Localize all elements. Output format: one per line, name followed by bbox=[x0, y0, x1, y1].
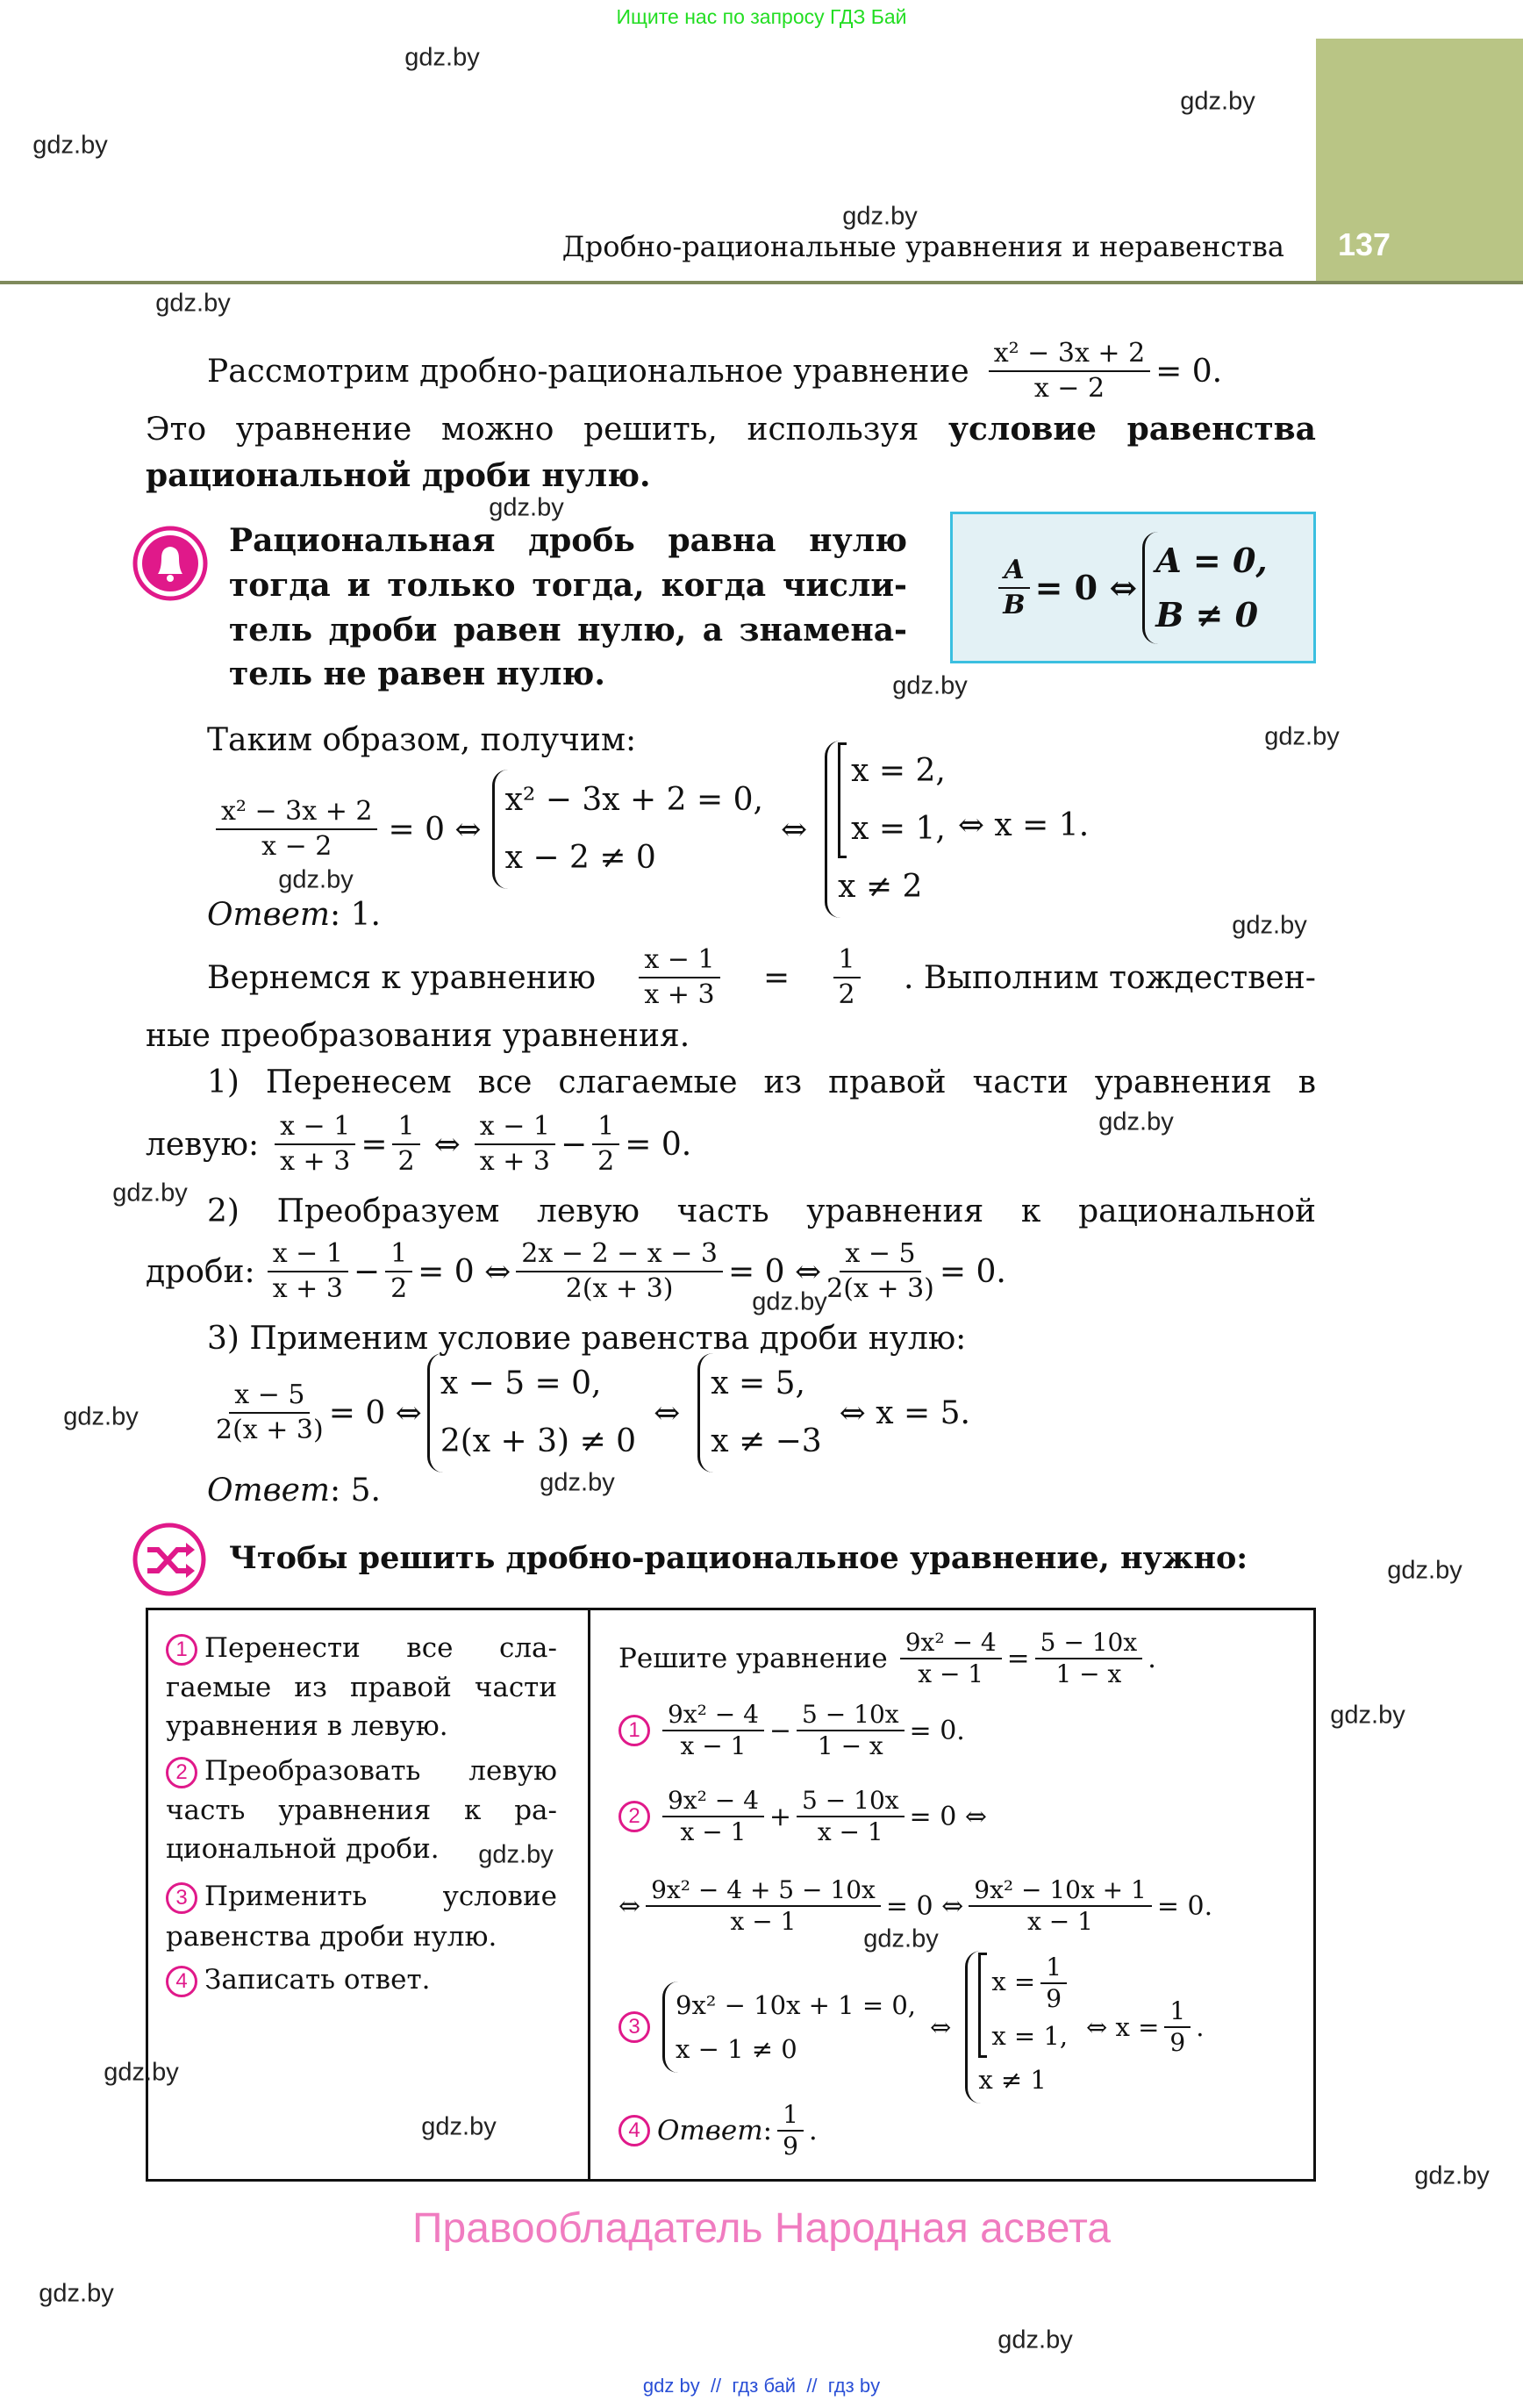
equals: = bbox=[361, 1126, 388, 1163]
numerator: x − 1 bbox=[268, 1237, 348, 1272]
fraction bbox=[1164, 1996, 1191, 2058]
fraction bbox=[662, 1700, 764, 1761]
algo-step bbox=[166, 1877, 557, 1916]
fraction bbox=[385, 1237, 412, 1306]
system bbox=[427, 1353, 636, 1473]
result: ⇔ x = bbox=[1086, 2012, 1160, 2042]
minus: − bbox=[769, 1715, 792, 1746]
denominator: 1 − x bbox=[817, 1731, 883, 1760]
equiv: ⇔ bbox=[654, 1394, 681, 1431]
chapter-title: Дробно-рациональные уравнения и неравенства bbox=[561, 230, 1284, 263]
denominator: x − 1 bbox=[680, 1731, 747, 1760]
plus: + bbox=[769, 1801, 792, 1832]
intro-line-1 bbox=[207, 333, 1222, 409]
equals-zero: = 0. bbox=[1155, 353, 1223, 390]
eq: x² − 3x + 2 = 0, bbox=[504, 782, 763, 818]
watermark[interactable]: gdz.by bbox=[1098, 1107, 1174, 1136]
step-3-math bbox=[211, 1360, 970, 1466]
condition-system bbox=[1142, 532, 1267, 644]
ex2-answer bbox=[207, 1472, 381, 1510]
cond: A = 0, bbox=[1155, 540, 1268, 580]
fraction bbox=[969, 1875, 1152, 1937]
fraction bbox=[1035, 1628, 1143, 1689]
fraction bbox=[475, 1110, 555, 1179]
algorithm-title: Чтобы решить дробно-рациональное уравнение, нужно: bbox=[229, 1540, 1248, 1576]
rule-line: тель не равен нулю. bbox=[229, 656, 605, 692]
watermark[interactable]: gdz.by bbox=[1232, 911, 1307, 940]
numerator: 9x² − 4 bbox=[662, 1700, 764, 1731]
numerator: 1 bbox=[1040, 1953, 1067, 1984]
system bbox=[492, 770, 763, 889]
equiv: = 0 ⇔ bbox=[328, 1394, 422, 1431]
watermark[interactable]: gdz.by bbox=[1387, 1556, 1462, 1585]
watermark[interactable]: gdz.by bbox=[278, 865, 354, 894]
footer-links[interactable]: gdz by // гдз бай // гдз by bbox=[642, 2375, 881, 2397]
equiv: = 0 ⇔ bbox=[885, 1890, 964, 1922]
denominator: 9 bbox=[1046, 1984, 1062, 2013]
answer-value: : 1. bbox=[330, 897, 381, 933]
numerator: x² − 3x + 2 bbox=[216, 795, 377, 830]
step-number-icon: 2 bbox=[166, 1757, 197, 1788]
watermark[interactable]: gdz.by bbox=[112, 1179, 188, 1208]
watermark[interactable]: gdz.by bbox=[997, 2326, 1073, 2354]
minus: − bbox=[353, 1253, 381, 1290]
equiv: = 0 ⇔ bbox=[418, 1253, 511, 1290]
watermark[interactable]: gdz.by bbox=[489, 493, 564, 522]
solution-step-1 bbox=[618, 1697, 965, 1764]
text: дроби: bbox=[146, 1253, 255, 1290]
solution-step-2 bbox=[618, 1783, 987, 1850]
denominator: x + 3 bbox=[280, 1146, 351, 1177]
step-number-icon: 2 bbox=[618, 1801, 650, 1832]
watermark[interactable]: gdz.by bbox=[863, 1924, 939, 1953]
watermark[interactable]: gdz.by bbox=[1330, 1701, 1405, 1730]
fraction bbox=[392, 1110, 419, 1179]
watermark[interactable]: gdz.by bbox=[39, 2279, 114, 2308]
answer-value: : 5. bbox=[330, 1473, 381, 1509]
answer-label: Ответ bbox=[657, 2115, 763, 2146]
algo-step-line: циональной дроби. bbox=[166, 1833, 440, 1865]
rule-formula-box bbox=[950, 512, 1316, 663]
watermark[interactable]: gdz.by bbox=[155, 289, 231, 318]
algo-step bbox=[166, 1960, 430, 1999]
numerator: A bbox=[998, 554, 1029, 589]
fraction bbox=[797, 1786, 905, 1847]
cond: B ≠ 0 bbox=[1155, 594, 1259, 634]
step-text: Преобразовать левую bbox=[204, 1755, 557, 1787]
numerator: 1 bbox=[592, 1110, 619, 1145]
eq: x − 5 = 0, bbox=[440, 1365, 602, 1401]
fraction bbox=[275, 1110, 355, 1179]
denominator: x − 1 bbox=[1027, 1907, 1093, 1936]
numerator: 9x² − 4 + 5 − 10x bbox=[646, 1875, 881, 1907]
bold-term: условие равенства bbox=[947, 411, 1317, 448]
a-over-b bbox=[998, 554, 1029, 622]
header-divider bbox=[0, 281, 1523, 284]
eq: x = 5, bbox=[711, 1365, 805, 1401]
eq: x ≠ −3 bbox=[711, 1423, 822, 1459]
denominator: 2 bbox=[838, 979, 855, 1010]
denominator: 2(x + 3) bbox=[565, 1273, 674, 1304]
watermark[interactable]: gdz.by bbox=[32, 131, 108, 160]
ex1-lead: Таким образом, получим: bbox=[207, 722, 637, 758]
step-3-text: 3) Применим условие равенства дроби нулю: bbox=[207, 1321, 967, 1357]
task-line: Решите уравнение $\frac{\text{9x² − 4}}{x - 1}$ = $\frac{5 - 10x}{1 - x}$ . bbox=[618, 1628, 1156, 1688]
ex2-line-2: ные преобразования уравнения. bbox=[146, 1018, 690, 1054]
algo-step-line: равенства дроби нулю. bbox=[166, 1921, 497, 1953]
fraction bbox=[833, 943, 861, 1012]
minus: − bbox=[560, 1126, 588, 1163]
step-number-icon: 4 bbox=[166, 1966, 197, 1997]
algo-step-line: уравнения в левую. bbox=[166, 1710, 448, 1742]
eq: x = 1, bbox=[851, 811, 946, 847]
equals-zero: = 0. bbox=[625, 1126, 692, 1163]
equiv: ⇔ bbox=[433, 1126, 461, 1163]
algo-step bbox=[166, 1752, 557, 1790]
numerator: 1 bbox=[777, 2100, 804, 2132]
step-number-icon: 1 bbox=[618, 1715, 650, 1746]
fraction bbox=[639, 943, 719, 1012]
ex1-solution bbox=[211, 753, 1090, 905]
denominator: B bbox=[1003, 589, 1026, 620]
intro-fraction bbox=[989, 337, 1150, 405]
shuffle-icon bbox=[132, 1522, 207, 1597]
top-banner[interactable]: Ищите нас по запросу ГДЗ Бай bbox=[616, 5, 907, 28]
equals-zero: = 0. bbox=[939, 1253, 1006, 1290]
watermark[interactable]: gdz.by bbox=[478, 1840, 554, 1869]
fraction bbox=[268, 1237, 348, 1306]
watermark[interactable]: gdz.by bbox=[892, 671, 968, 700]
answer-fraction bbox=[777, 2100, 804, 2161]
fraction bbox=[797, 1700, 905, 1761]
eq: x − 2 ≠ 0 bbox=[504, 840, 656, 876]
table-divider bbox=[588, 1608, 590, 2182]
equals-zero: = 0. bbox=[909, 1715, 965, 1746]
denominator: x − 1 bbox=[918, 1659, 984, 1688]
fraction bbox=[1040, 1953, 1067, 2014]
fraction bbox=[662, 1786, 764, 1847]
numerator: 1 bbox=[385, 1237, 412, 1272]
step-1-math bbox=[146, 1111, 691, 1178]
solution-step-3: 3 9x² − 10x + 1 = 0, x − 1 ≠ 0 ⇔ x = $\frac{1}{9}$ x = 1, x ≠ 1 ⇔ x = $\frac{1}{9}$ . bbox=[618, 1953, 1204, 2102]
numerator: x − 1 bbox=[639, 943, 719, 978]
denominator: x − 2 bbox=[261, 831, 332, 862]
numerator: 9x² − 4 bbox=[662, 1786, 764, 1817]
result: ⇔ x = 1. bbox=[957, 806, 1090, 843]
fraction bbox=[216, 1379, 324, 1447]
watermark[interactable]: gdz.by bbox=[540, 1468, 615, 1497]
watermark[interactable]: gdz.by bbox=[104, 2058, 179, 2087]
watermark[interactable]: gdz.by bbox=[1264, 722, 1340, 751]
watermark[interactable]: gdz.by bbox=[404, 43, 480, 72]
numerator: x² − 3x + 2 bbox=[989, 337, 1150, 372]
step-text: Перенести все сла- bbox=[204, 1632, 557, 1664]
equiv: = 0 ⇔ bbox=[728, 1253, 822, 1290]
equiv: = 0 ⇔ bbox=[388, 811, 482, 848]
watermark[interactable]: gdz.by bbox=[842, 202, 918, 231]
denominator: 9 bbox=[1169, 2028, 1186, 2057]
eq: x ≠ 2 bbox=[838, 869, 923, 905]
equals-zero: = 0. bbox=[1156, 1890, 1213, 1922]
bracket bbox=[978, 1953, 1072, 2058]
rule-line: Рациональная дробь равна нулю bbox=[229, 522, 907, 559]
watermark[interactable]: gdz.by bbox=[1180, 87, 1255, 116]
eq: 9x² − 10x + 1 = 0, bbox=[676, 1990, 917, 2020]
fraction bbox=[216, 795, 377, 864]
numerator: 1 bbox=[392, 1110, 419, 1145]
step-text: Записать ответ. bbox=[204, 1964, 431, 1996]
copyright-notice: Правообладатель Народная асвета bbox=[412, 2205, 1111, 2252]
numerator: 5 − 10x bbox=[797, 1786, 905, 1817]
denominator: 2(x + 3) bbox=[216, 1415, 324, 1445]
denominator: 2 bbox=[397, 1146, 415, 1177]
step-number-icon: 1 bbox=[166, 1634, 197, 1666]
intro-line-3: рациональной дроби нулю. bbox=[146, 457, 651, 494]
solution-step-2b bbox=[618, 1873, 1212, 1939]
numerator: x − 5 bbox=[229, 1379, 310, 1414]
system bbox=[662, 1982, 916, 2073]
ex1-answer bbox=[207, 896, 381, 935]
ex2-line-1 bbox=[207, 943, 1316, 1012]
denominator: x − 1 bbox=[817, 1817, 883, 1846]
eq: x = 1, bbox=[991, 2021, 1069, 2051]
eq: x ≠ 1 bbox=[978, 2065, 1047, 2095]
watermark[interactable]: gdz.by bbox=[752, 1287, 827, 1316]
fraction bbox=[646, 1875, 881, 1937]
fraction bbox=[592, 1110, 619, 1179]
solution-step-4: 4 Ответ : $\frac{1}{9}$ . bbox=[618, 2097, 818, 2164]
denominator: x + 3 bbox=[272, 1273, 343, 1304]
answer-label: Ответ bbox=[207, 897, 331, 933]
denominator: x − 2 bbox=[1033, 373, 1105, 404]
step-2-text: 2) Преобразуем левую часть уравнения к рациональной bbox=[207, 1193, 1316, 1229]
system bbox=[697, 1353, 821, 1473]
denominator: x − 1 bbox=[730, 1907, 797, 1936]
denominator: 2(x + 3) bbox=[826, 1273, 934, 1304]
equiv: ⇔ bbox=[930, 2012, 952, 2042]
algo-step-line: часть уравнения к ра- bbox=[166, 1795, 557, 1826]
equiv: ⇔ bbox=[780, 811, 808, 848]
intro-line-2 bbox=[146, 410, 1316, 449]
step-number-icon: 4 bbox=[618, 2115, 650, 2146]
denominator: 2 bbox=[390, 1273, 408, 1304]
denominator: x + 3 bbox=[479, 1146, 550, 1177]
eq: 2(x + 3) ≠ 0 bbox=[440, 1423, 637, 1459]
fraction bbox=[516, 1237, 723, 1306]
denominator: x + 3 bbox=[644, 979, 715, 1010]
equiv: ⇔ bbox=[618, 1890, 641, 1922]
numerator: 9x² − 10x + 1 bbox=[969, 1875, 1152, 1907]
fraction bbox=[826, 1237, 934, 1306]
rule-line: тогда и только тогда, когда числи- bbox=[229, 567, 907, 604]
numerator: 5 − 10x bbox=[797, 1700, 905, 1731]
numerator: 1 bbox=[833, 943, 861, 978]
algo-step-line: гаемые из правой части bbox=[166, 1672, 557, 1703]
system bbox=[825, 741, 946, 918]
numerator: x − 1 bbox=[475, 1110, 555, 1145]
system bbox=[965, 1951, 1072, 2103]
page-number: 137 bbox=[1338, 226, 1391, 262]
step-number-icon: 3 bbox=[618, 2011, 650, 2043]
numerator: 1 bbox=[1164, 1996, 1191, 2028]
fraction bbox=[900, 1628, 1002, 1689]
intro-text: Рассмотрим дробно-рациональное уравнение bbox=[207, 353, 969, 390]
denominator: x − 1 bbox=[680, 1817, 747, 1846]
numerator: 9x² − 4 bbox=[900, 1628, 1002, 1659]
lhs: x = bbox=[991, 1967, 1036, 1996]
answer-label: Ответ bbox=[207, 1473, 331, 1509]
step-number-icon: 3 bbox=[166, 1882, 197, 1914]
bracket bbox=[838, 742, 946, 858]
watermark[interactable]: gdz.by bbox=[63, 1402, 139, 1431]
equiv: = 0 ⇔ bbox=[1034, 568, 1138, 607]
bell-icon bbox=[132, 525, 209, 602]
eq: x = 2, bbox=[851, 753, 946, 789]
rule-line: тель дроби равен нулю, а знамена- bbox=[229, 612, 907, 649]
eq bbox=[991, 1953, 1072, 2014]
numerator: 5 − 10x bbox=[1035, 1628, 1143, 1659]
algo-step bbox=[166, 1629, 557, 1667]
equals: = bbox=[762, 959, 790, 996]
numerator: x − 1 bbox=[275, 1110, 355, 1145]
step-1-text: 1) Перенесем все слагаемые из правой части уравнения в bbox=[207, 1064, 1316, 1100]
text: Вернемся к уравнению bbox=[207, 959, 596, 996]
text: . Выполним тождествен- bbox=[904, 959, 1316, 996]
equiv: = 0 ⇔ bbox=[909, 1801, 987, 1832]
result: ⇔ x = 5. bbox=[839, 1394, 970, 1431]
step-text: Применить условие bbox=[204, 1881, 557, 1912]
step-2-math bbox=[146, 1238, 1006, 1305]
denominator: 2 bbox=[597, 1146, 615, 1177]
numerator: 2x − 2 − x − 3 bbox=[516, 1237, 723, 1272]
watermark[interactable]: gdz.by bbox=[421, 2112, 497, 2141]
numerator: x − 5 bbox=[840, 1237, 920, 1272]
watermark[interactable]: gdz.by bbox=[1414, 2161, 1490, 2190]
text: Решите уравнение bbox=[618, 1643, 888, 1674]
text: левую: bbox=[146, 1126, 260, 1163]
denominator: 1 − x bbox=[1055, 1659, 1122, 1688]
text: Это уравнение можно решить, используя bbox=[146, 412, 919, 448]
eq: x − 1 ≠ 0 bbox=[676, 2034, 797, 2064]
denominator: 9 bbox=[783, 2132, 798, 2161]
